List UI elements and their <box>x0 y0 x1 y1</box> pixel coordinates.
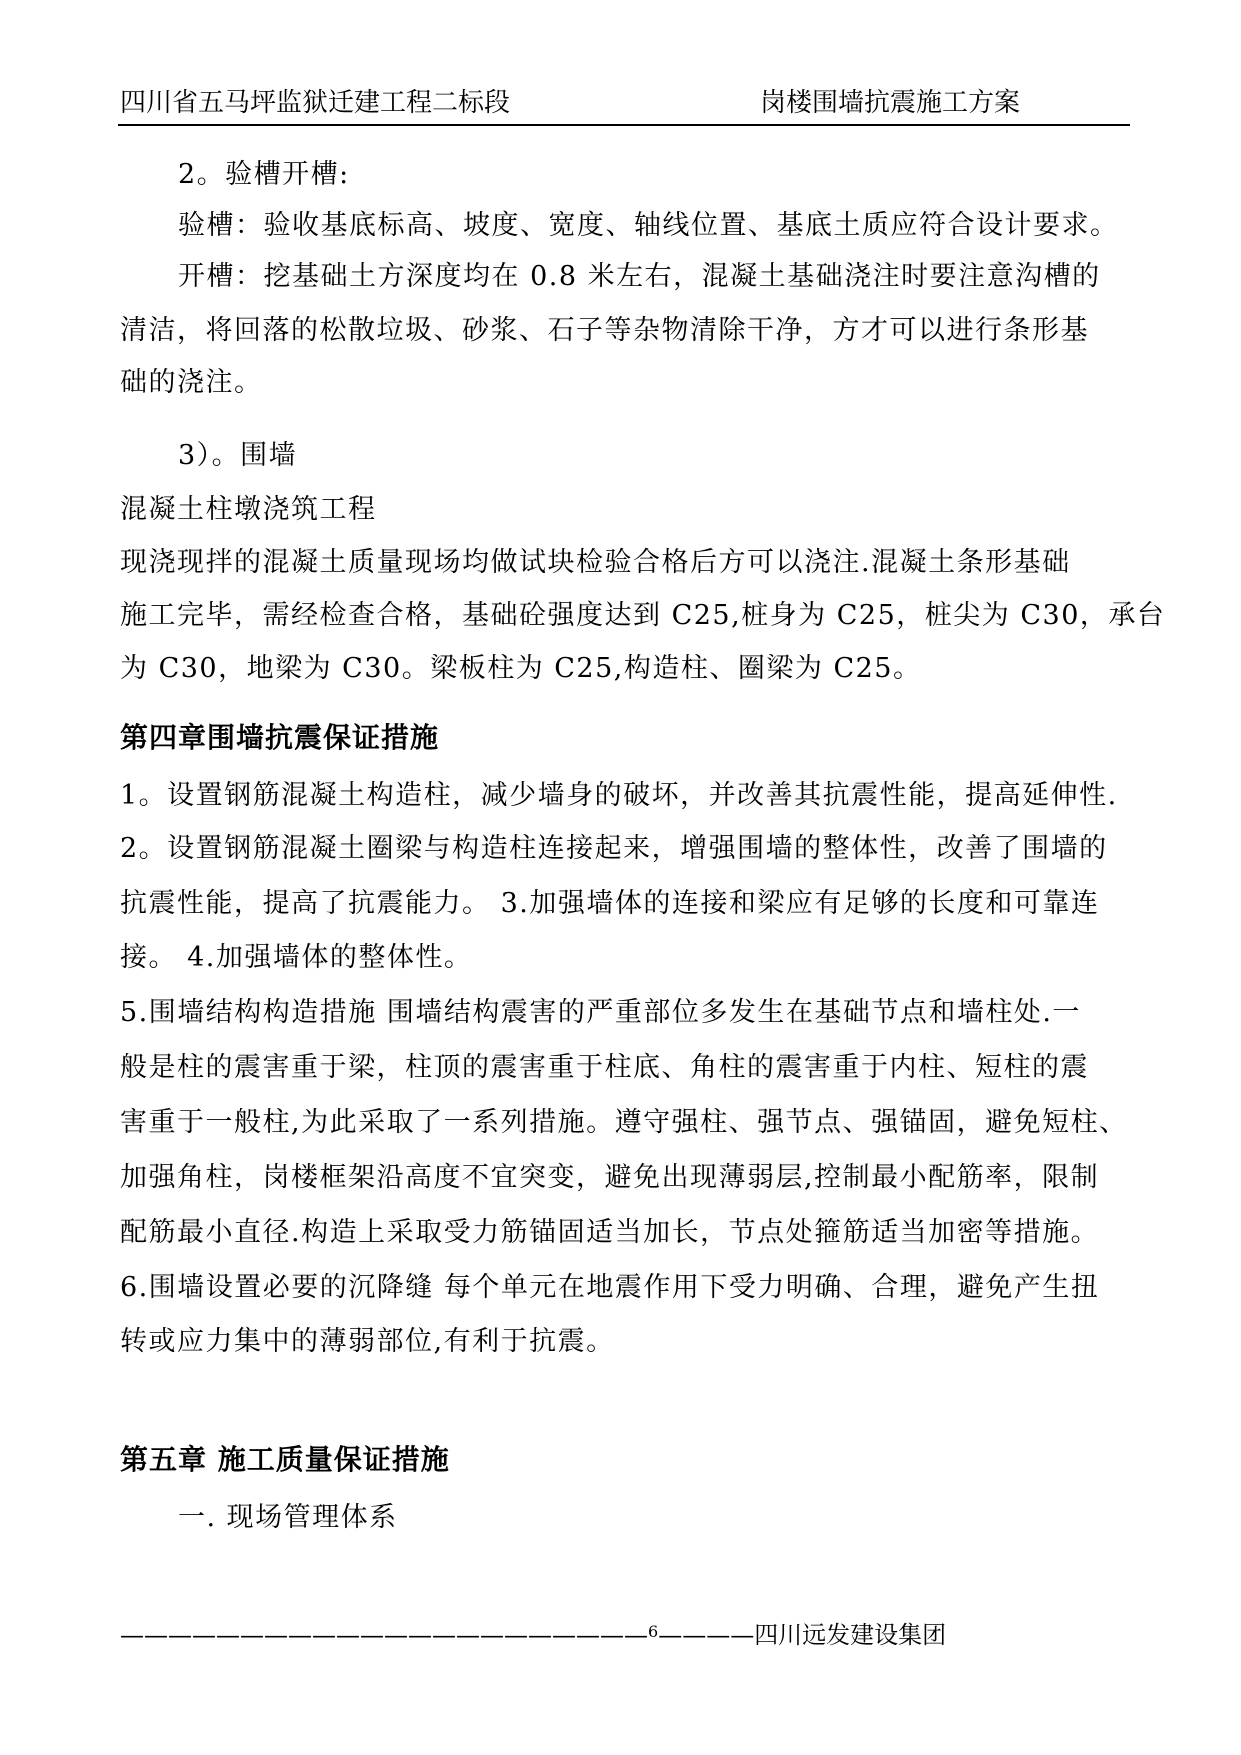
paragraph-line: 加强角柱，岗楼框架沿高度不宜突变，避免出现薄弱层,控制最小配筋率，限制 <box>120 1162 1100 1193</box>
paragraph-line: 转或应力集中的薄弱部位,有利于抗震。 <box>120 1326 615 1357</box>
paragraph-line: 抗震性能，提高了抗震能力。 3.加强墙体的连接和梁应有足够的长度和可靠连 <box>120 888 1100 919</box>
chapter-4-heading: 第四章围墙抗震保证措施 <box>120 721 440 754</box>
paragraph-line: 6.围墙设置必要的沉降缝 每个单元在地震作用下受力明确、合理，避免产生扭 <box>120 1272 1100 1303</box>
paragraph-line: 开槽：挖基础土方深度均在 0.8 米左右，混凝土基础浇注时要注意沟槽的 <box>178 261 1101 292</box>
subsection-title: 混凝土柱墩浇筑工程 <box>120 494 377 525</box>
page-footer <box>120 1616 946 1651</box>
paragraph-line: 害重于一般柱,为此采取了一系列措施。遵守强柱、强节点、强锚固，避免短柱、 <box>120 1107 1128 1138</box>
subsection-title: 一. 现场管理体系 <box>178 1502 398 1533</box>
paragraph-line: 般是柱的震害重于梁，柱顶的震害重于柱底、角柱的震害重于内柱、短柱的震 <box>120 1052 1089 1083</box>
header-project-name: 四川省五马坪监狱迁建工程二标段 <box>120 88 511 118</box>
footer-dashes-right: ———— <box>658 1621 755 1649</box>
paragraph-line: 现浇现拌的混凝土质量现场均做试块检验合格后方可以浇注.混凝土条形基础 <box>120 547 1071 578</box>
paragraph-line: 施工完毕，需经检查合格，基础砼强度达到 C25,桩身为 C25，桩尖为 C30，承台 <box>120 600 1166 631</box>
paragraph-line: 1。设置钢筋混凝土构造柱，减少墙身的破坏，并改善其抗震性能，提高延伸性. <box>120 780 1118 811</box>
section-item-2-title: 2。验槽开槽: <box>178 159 350 190</box>
chapter-5-heading: 第五章 施工质量保证措施 <box>120 1443 450 1476</box>
paragraph-line: 清洁，将回落的松散垃圾、砂浆、石子等杂物清除干净，方才可以进行条形基 <box>120 315 1089 346</box>
header-document-title: 岗楼围墙抗震施工方案 <box>760 88 1021 118</box>
paragraph-line: 接。 4.加强墙体的整体性。 <box>120 942 473 973</box>
section-item-3-title: 3）。围墙 <box>178 440 298 471</box>
paragraph-line: 2。设置钢筋混凝土圈梁与构造柱连接起来，增强围墙的整体性，改善了围墙的 <box>120 833 1108 864</box>
footer-dashes-left: —————————————————————— <box>120 1621 648 1649</box>
paragraph-line: 为 C30，地梁为 C30。梁板柱为 C25,构造柱、圈梁为 C25。 <box>120 653 922 684</box>
paragraph-line: 5.围墙结构构造措施 围墙结构震害的严重部位多发生在基础节点和墙柱处.一 <box>120 997 1081 1028</box>
footer-company-name: 四川远发建设集团 <box>754 1621 947 1649</box>
page-number: 6 <box>648 1622 659 1641</box>
paragraph-line: 配筋最小直径.构造上采取受力筋锚固适当加长，节点处箍筋适当加密等措施。 <box>120 1217 1100 1248</box>
paragraph-line: 验槽：验收基底标高、坡度、宽度、轴线位置、基底土质应符合设计要求。 <box>178 210 1119 241</box>
paragraph-line: 础的浇注。 <box>120 367 263 398</box>
header-rule <box>118 124 1130 126</box>
